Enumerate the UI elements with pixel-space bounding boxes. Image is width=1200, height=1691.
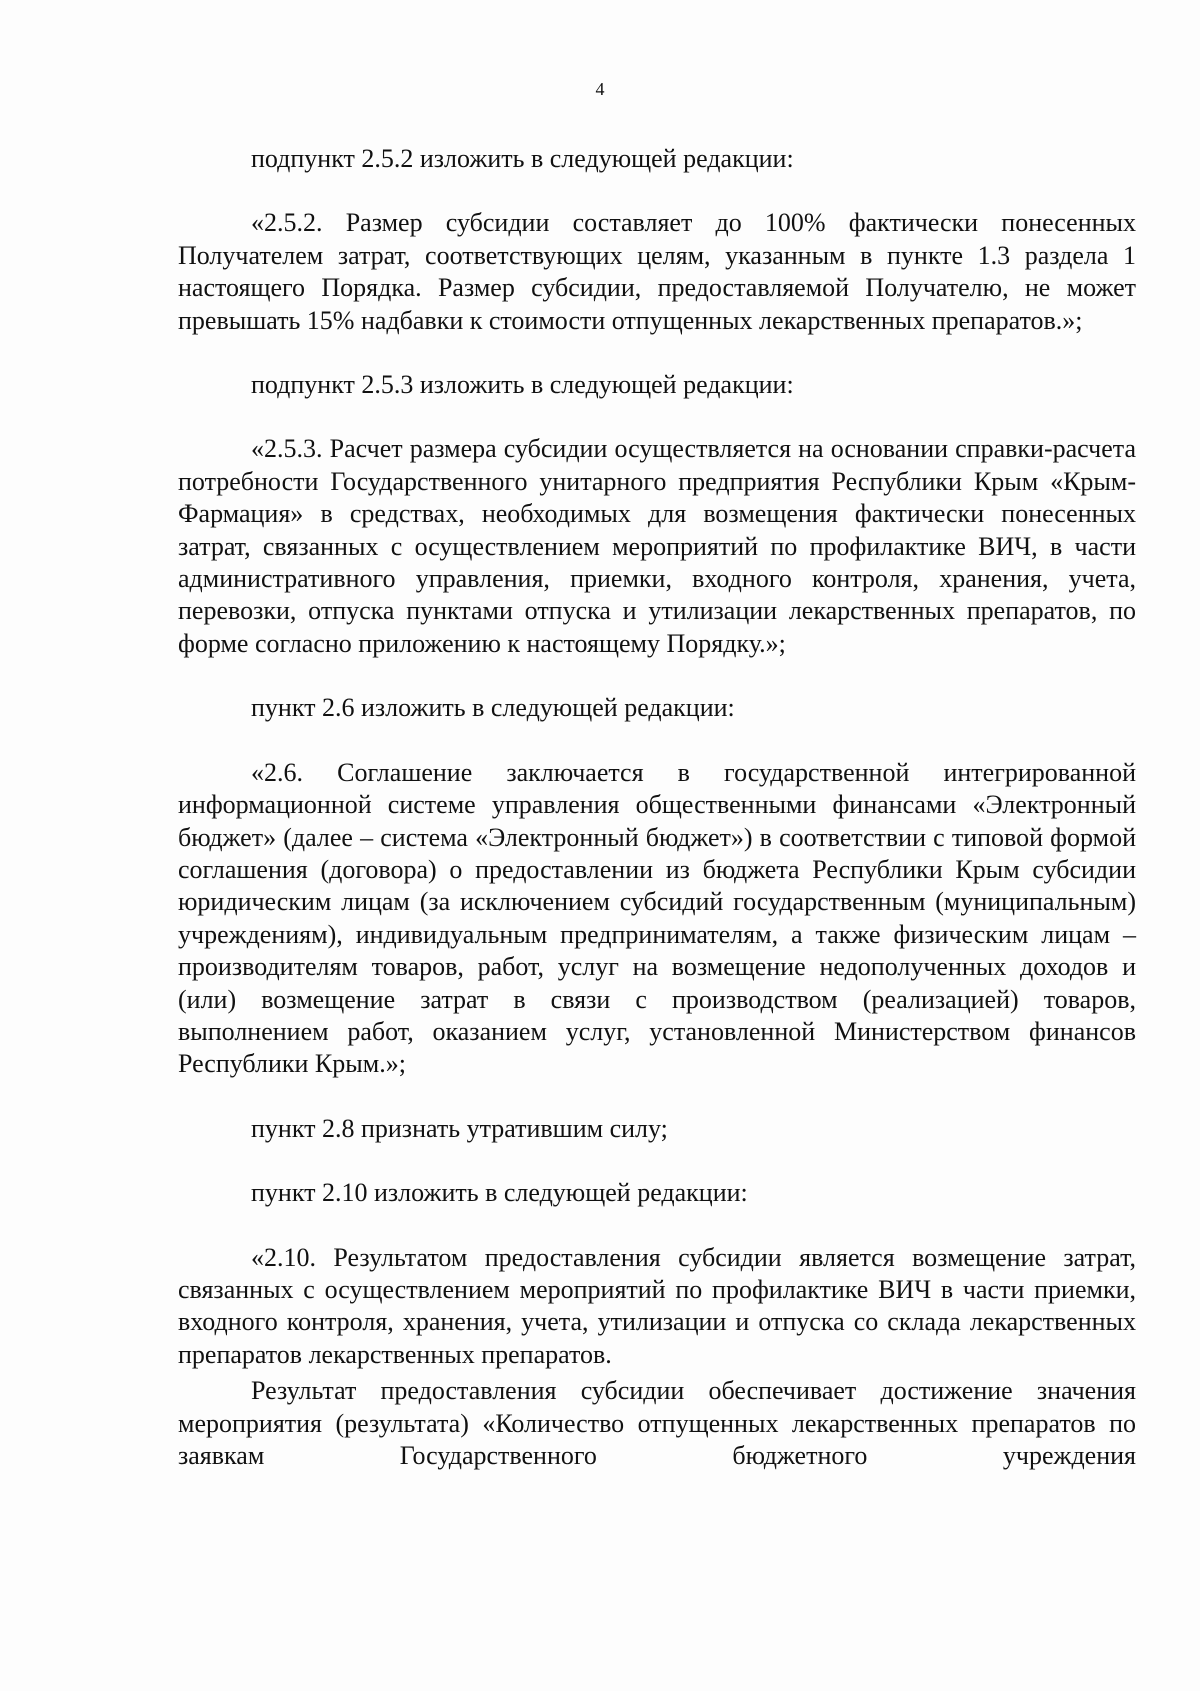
instruction-paragraph: пункт 2.6 изложить в следующей редакции: [251,693,735,723]
quoted-paragraph-continued: Результат предоставления субсидии обеспечивает достижение значения мероприятия (результата) «Количество отпущенных лекарственных препаратов по заявкам Государственного бюджетного учреждения [178,1376,1136,1470]
instruction-paragraph: подпункт 2.5.3 изложить в следующей редакции: [251,370,794,400]
instruction-paragraph: пункт 2.10 изложить в следующей редакции: [251,1178,748,1208]
instruction-paragraph: подпункт 2.5.2 изложить в следующей редакции: [251,144,794,173]
document-body [178,143,1136,1472]
quoted-paragraph: «2.5.2. Размер субсидии составляет до 100% фактически понесенных Получателем затрат, соответствующих целям, указанным в пункте 1.3 раздела 1 настоящего Порядка. Размер субсидии, предоставляемой Получателю, не может превышать 15% надбавки к стоимости отпущенных лекарственных препаратов.»; [178,208,1136,335]
quoted-paragraph: «2.6. Соглашение заключается в государственной интегрированной информационной системе управления общественными финансами «Электронный бюджет» (далее – система «Электронный бюджет») в соответствии с типовой формой соглашения (договора) о предоставлении из бюджета Республики Крым субсидии юридическим лицам (за исключением субсидий государственным (муниципальным) учреждениям), индивидуальным предпринимателям, а также физическим лицам – производителям товаров, работ, услуг на возмещение недополученных доходов и (или) возмещение затрат в связи с производством (реализацией) товаров, выполнением работ, оказанием услуг, установленной Министерством финансов Республики Крым.»; [178,757,1136,1079]
quoted-paragraph: «2.5.3. Расчет размера субсидии осуществляется на основании справки-расчета потребности Государственного унитарного предприятия Республики Крым «Крым-Фармация» в средствах, необходимых для возмещения фактически понесенных затрат, связанных с осуществлением мероприятий по профилактике ВИЧ, в части административного управления, приемки, входного контроля, хранения, учета, перевозки, отпуска пунктами отпуска и утилизации лекарственных препаратов, по форме согласно приложению к настоящему Порядку.»; [178,434,1136,658]
quoted-paragraph: «2.10. Результатом предоставления субсидии является возмещение затрат, связанных с осуществлением мероприятий по профилактике ВИЧ в части приемки, входного контроля, хранения, учета, утилизации и отпуска со склада лекарственных препаратов лекарственных препаратов. [178,1242,1136,1369]
instruction-paragraph: пункт 2.8 признать утратившим силу; [251,1113,668,1143]
page-number: 4 [595,79,605,99]
